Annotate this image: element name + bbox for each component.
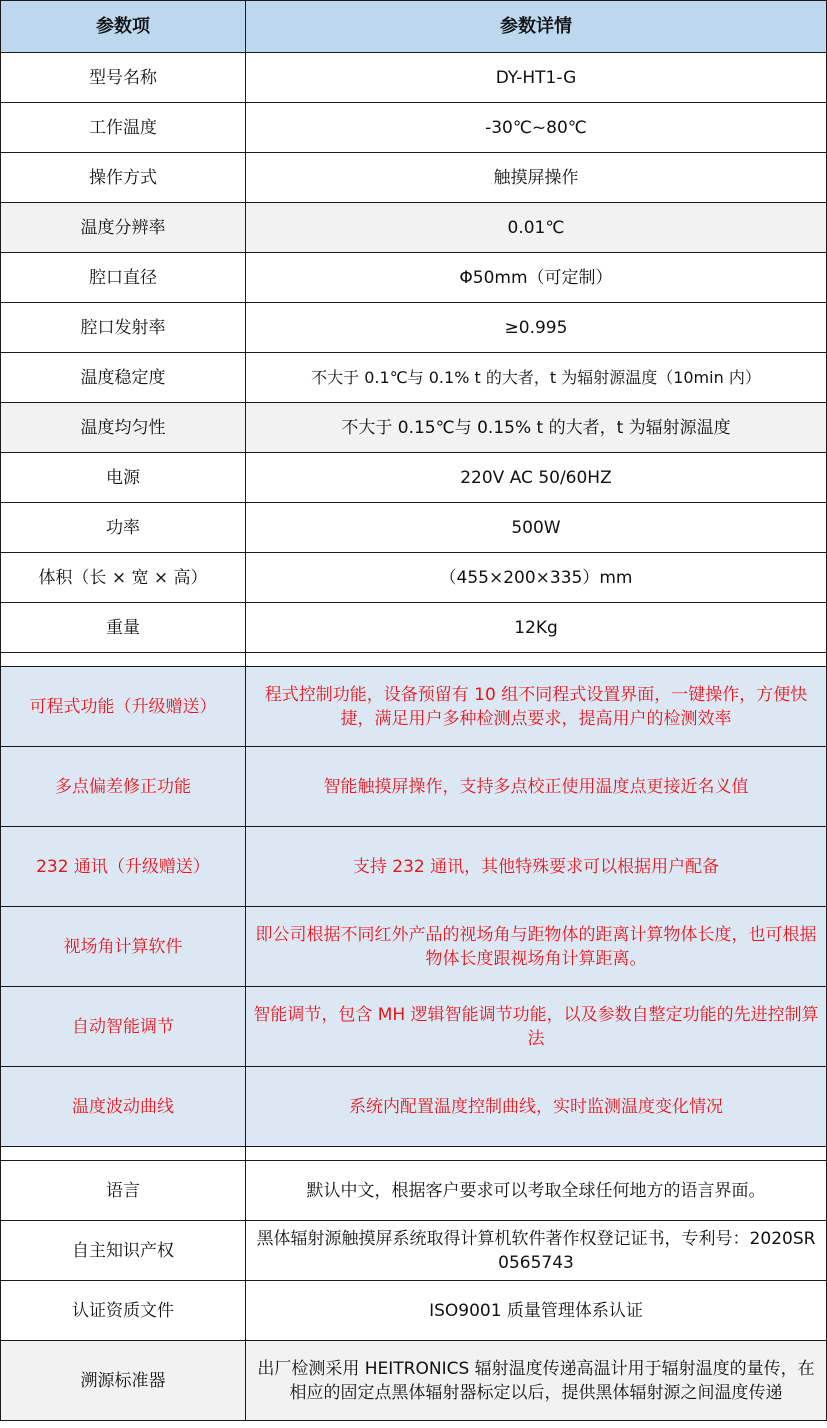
param-name: 腔口直径 bbox=[1, 253, 246, 303]
feature-value: 支持 232 通讯，其他特殊要求可以根据用户配备 bbox=[246, 827, 827, 907]
param-value: （455×200×335）mm bbox=[246, 553, 827, 603]
table-header-row bbox=[1, 1, 827, 53]
param-value: 不大于 0.15℃与 0.15% t 的大者，t 为辐射源温度 bbox=[246, 403, 827, 453]
feature-value: 智能触摸屏操作，支持多点校正使用温度点更接近名义值 bbox=[246, 747, 827, 827]
param-name: 重量 bbox=[1, 603, 246, 653]
param-name: 温度稳定度 bbox=[1, 353, 246, 403]
table-row bbox=[1, 1341, 827, 1421]
feature-value: 智能调节，包含 MH 逻辑智能调节功能，以及参数自整定功能的先进控制算法 bbox=[246, 987, 827, 1067]
feature-value: 即公司根据不同红外产品的视场角与距物体的距离计算物体长度，也可根据物体长度跟视场角计算距离。 bbox=[246, 907, 827, 987]
table-row bbox=[1, 253, 827, 303]
feature-row bbox=[1, 1067, 827, 1147]
table-row bbox=[1, 453, 827, 503]
table-row bbox=[1, 153, 827, 203]
param-name: 认证资质文件 bbox=[1, 1281, 246, 1341]
param-value: Φ50mm（可定制） bbox=[246, 253, 827, 303]
param-value: 12Kg bbox=[246, 603, 827, 653]
param-value: -30℃~80℃ bbox=[246, 103, 827, 153]
param-name: 腔口发射率 bbox=[1, 303, 246, 353]
feature-name: 232 通讯（升级赠送） bbox=[1, 827, 246, 907]
table-row bbox=[1, 1161, 827, 1221]
param-name: 语言 bbox=[1, 1161, 246, 1221]
param-value: 0.01℃ bbox=[246, 203, 827, 253]
param-name: 型号名称 bbox=[1, 53, 246, 103]
param-name: 工作温度 bbox=[1, 103, 246, 153]
feature-name: 可程式功能（升级赠送） bbox=[1, 667, 246, 747]
param-name: 温度分辨率 bbox=[1, 203, 246, 253]
feature-row bbox=[1, 747, 827, 827]
feature-name: 温度波动曲线 bbox=[1, 1067, 246, 1147]
param-value: ISO9001 质量管理体系认证 bbox=[246, 1281, 827, 1341]
param-name: 体积（长 × 宽 × 高） bbox=[1, 553, 246, 603]
table-row bbox=[1, 553, 827, 603]
header-param-item: 参数项 bbox=[1, 1, 246, 53]
feature-row bbox=[1, 907, 827, 987]
param-name: 温度均匀性 bbox=[1, 403, 246, 453]
param-value: ≥0.995 bbox=[246, 303, 827, 353]
table-row bbox=[1, 353, 827, 403]
feature-value: 程式控制功能，设备预留有 10 组不同程式设置界面，一键操作，方便快捷，满足用户多种检测点要求，提高用户的检测效率 bbox=[246, 667, 827, 747]
param-name: 操作方式 bbox=[1, 153, 246, 203]
feature-row bbox=[1, 667, 827, 747]
table-row bbox=[1, 203, 827, 253]
param-value: 220V AC 50/60HZ bbox=[246, 453, 827, 503]
feature-row bbox=[1, 987, 827, 1067]
header-param-detail: 参数详情 bbox=[246, 1, 827, 53]
param-name: 自主知识产权 bbox=[1, 1221, 246, 1281]
param-value: DY-HT1-G bbox=[246, 53, 827, 103]
feature-name: 多点偏差修正功能 bbox=[1, 747, 246, 827]
feature-row bbox=[1, 827, 827, 907]
param-name: 溯源标准器 bbox=[1, 1341, 246, 1421]
table-row bbox=[1, 1281, 827, 1341]
feature-name: 视场角计算软件 bbox=[1, 907, 246, 987]
param-name: 功率 bbox=[1, 503, 246, 553]
table-row bbox=[1, 53, 827, 103]
section-divider bbox=[1, 653, 827, 667]
table-row bbox=[1, 303, 827, 353]
feature-value: 系统内配置温度控制曲线，实时监测温度变化情况 bbox=[246, 1067, 827, 1147]
table-row bbox=[1, 403, 827, 453]
section-divider bbox=[1, 1147, 827, 1161]
table-row bbox=[1, 103, 827, 153]
table-row bbox=[1, 603, 827, 653]
param-value: 不大于 0.1℃与 0.1% t 的大者，t 为辐射源温度（10min 内） bbox=[246, 353, 827, 403]
param-name: 电源 bbox=[1, 453, 246, 503]
table-row bbox=[1, 1221, 827, 1281]
param-value: 500W bbox=[246, 503, 827, 553]
param-value: 黑体辐射源触摸屏系统取得计算机软件著作权登记证书，专利号：2020SR0565743 bbox=[246, 1221, 827, 1281]
param-value: 默认中文，根据客户要求可以考取全球任何地方的语言界面。 bbox=[246, 1161, 827, 1221]
table-row bbox=[1, 503, 827, 553]
feature-name: 自动智能调节 bbox=[1, 987, 246, 1067]
param-value: 触摸屏操作 bbox=[246, 153, 827, 203]
param-value: 出厂检测采用 HEITRONICS 辐射温度传递高温计用于辐射温度的量传，在相应的固定点黑体辐射器标定以后，提供黑体辐射源之间温度传递 bbox=[246, 1341, 827, 1421]
